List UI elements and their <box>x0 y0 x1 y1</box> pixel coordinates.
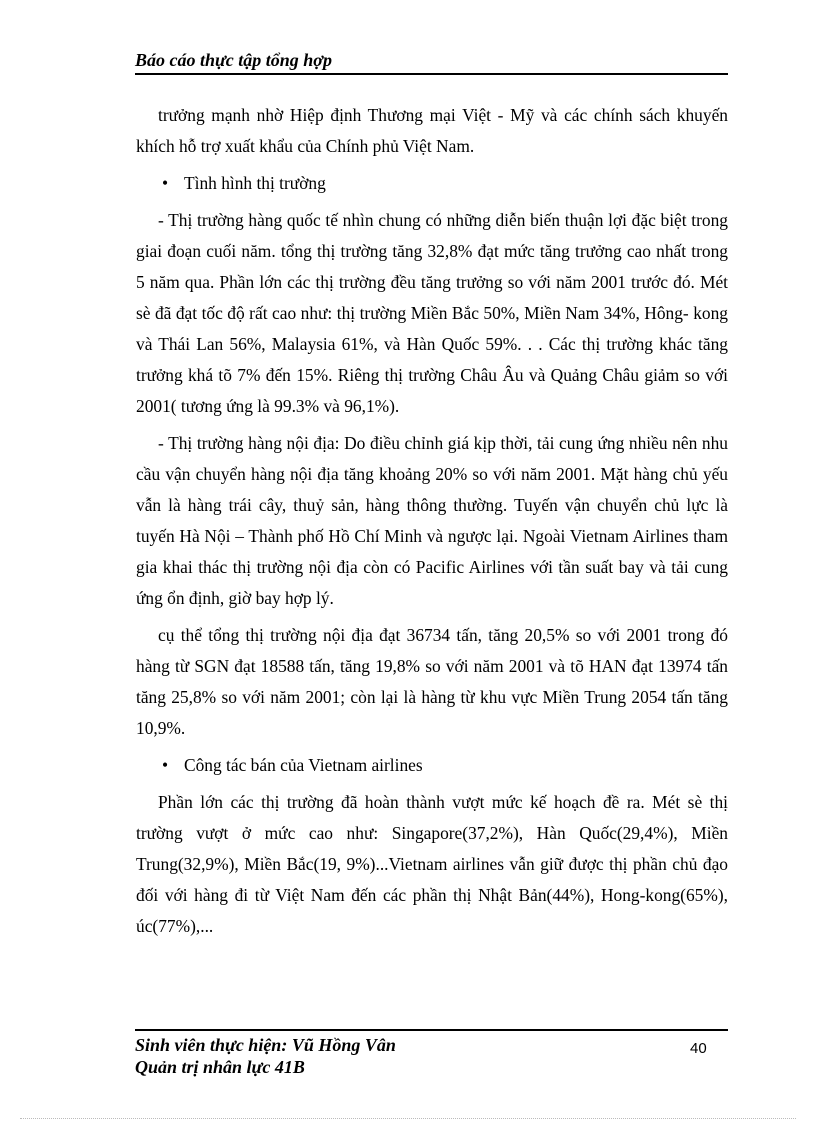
paragraph-3: - Thị trường hàng nội địa: Do điều chỉnh giá kịp thời, tải cung ứng nhiều nên nhu cầu vận chuyển hàng nội địa tăng khoảng 20% so với năm 2001. Mặt hàng chủ yếu vẫn là hàng trái cây, thuỷ sản, hàng thông thường. Tuyến vận chuyển chủ lực là tuyến Hà Nội – Thành phố Hồ Chí Minh và ngược lại. Ngoài Vietnam Airlines tham gia khai thác thị trường nội địa còn có Pacific Airlines với tần suất bay và tải cung ứng ổn định, giờ bay hợp lý. <box>136 433 728 608</box>
paragraph-1: trưởng mạnh nhờ Hiệp định Thương mại Việt - Mỹ và các chính sách khuyến khích hỗ trợ xuất khẩu của Chính phủ Việt Nam. <box>136 105 728 156</box>
bullet-label: Tình hình thị trường <box>184 173 326 193</box>
page-footer <box>135 1034 396 1078</box>
bullet-market-situation <box>136 168 728 199</box>
page-number: 40 <box>690 1040 707 1057</box>
paragraph-5: Phần lớn các thị trường đã hoàn thành vượt mức kế hoạch đề ra. Mét sè thị trường vượt ở mức cao như: Singapore(37,2%), Hàn Quốc(29,4%), Miền Trung(32,9%), Miền Bắc(19, 9%)...Vietnam airlines vẫn giữ được thị phần chủ đạo đối với hàng đi từ Việt Nam đến các phần thị Nhật Bản(44%), Hong-kong(65%), úc(77%),... <box>136 792 728 936</box>
bullet-icon: • <box>162 173 169 193</box>
bullet-sales-work <box>136 750 728 781</box>
footer-divider <box>135 1029 728 1031</box>
bullet-label: Công tác bán của Vietnam airlines <box>184 755 423 775</box>
paragraph-2: - Thị trường hàng quốc tế nhìn chung có những diễn biến thuận lợi đặc biệt trong giai đoạn cuối năm. tổng thị trường tăng 32,8% đạt mức tăng trưởng cao nhất trong 5 năm qua. Phần lớn các thị trường đều tăng trưởng so với năm 2001 trước đó. Mét sè đã đạt tốc độ rất cao như: thị trường Miền Bắc 50%, Miền Nam 34%, Hông- kong và Thái Lan 56%, Malaysia 61%, và Hàn Quốc 59%. . . Các thị trường khác tăng trưởng khá tõ 7% đến 15%. Riêng thị trường Châu Âu và Quảng Châu giảm so với 2001( tương ứng là 99.3% và 96,1%). <box>136 210 728 416</box>
footer-author: Sinh viên thực hiện: Vũ Hồng Vân <box>135 1035 396 1055</box>
footer-class: Quản trị nhân lực 41B <box>135 1057 305 1077</box>
paragraph-4: cụ thể tổng thị trường nội địa đạt 36734 tấn, tăng 20,5% so với 2001 trong đó hàng từ SGN đạt 18588 tấn, tăng 19,8% so với năm 2001 và tõ HAN đạt 13974 tấn tăng 25,8% so với năm 2001; còn lại là hàng từ khu vực Miền Trung 2054 tấn tăng 10,9%. <box>136 625 728 738</box>
page-header-title: Báo cáo thực tập tổng hợp <box>135 50 728 75</box>
bullet-icon: • <box>162 755 169 775</box>
document-body <box>136 100 728 948</box>
page-bottom-border <box>20 1118 796 1119</box>
